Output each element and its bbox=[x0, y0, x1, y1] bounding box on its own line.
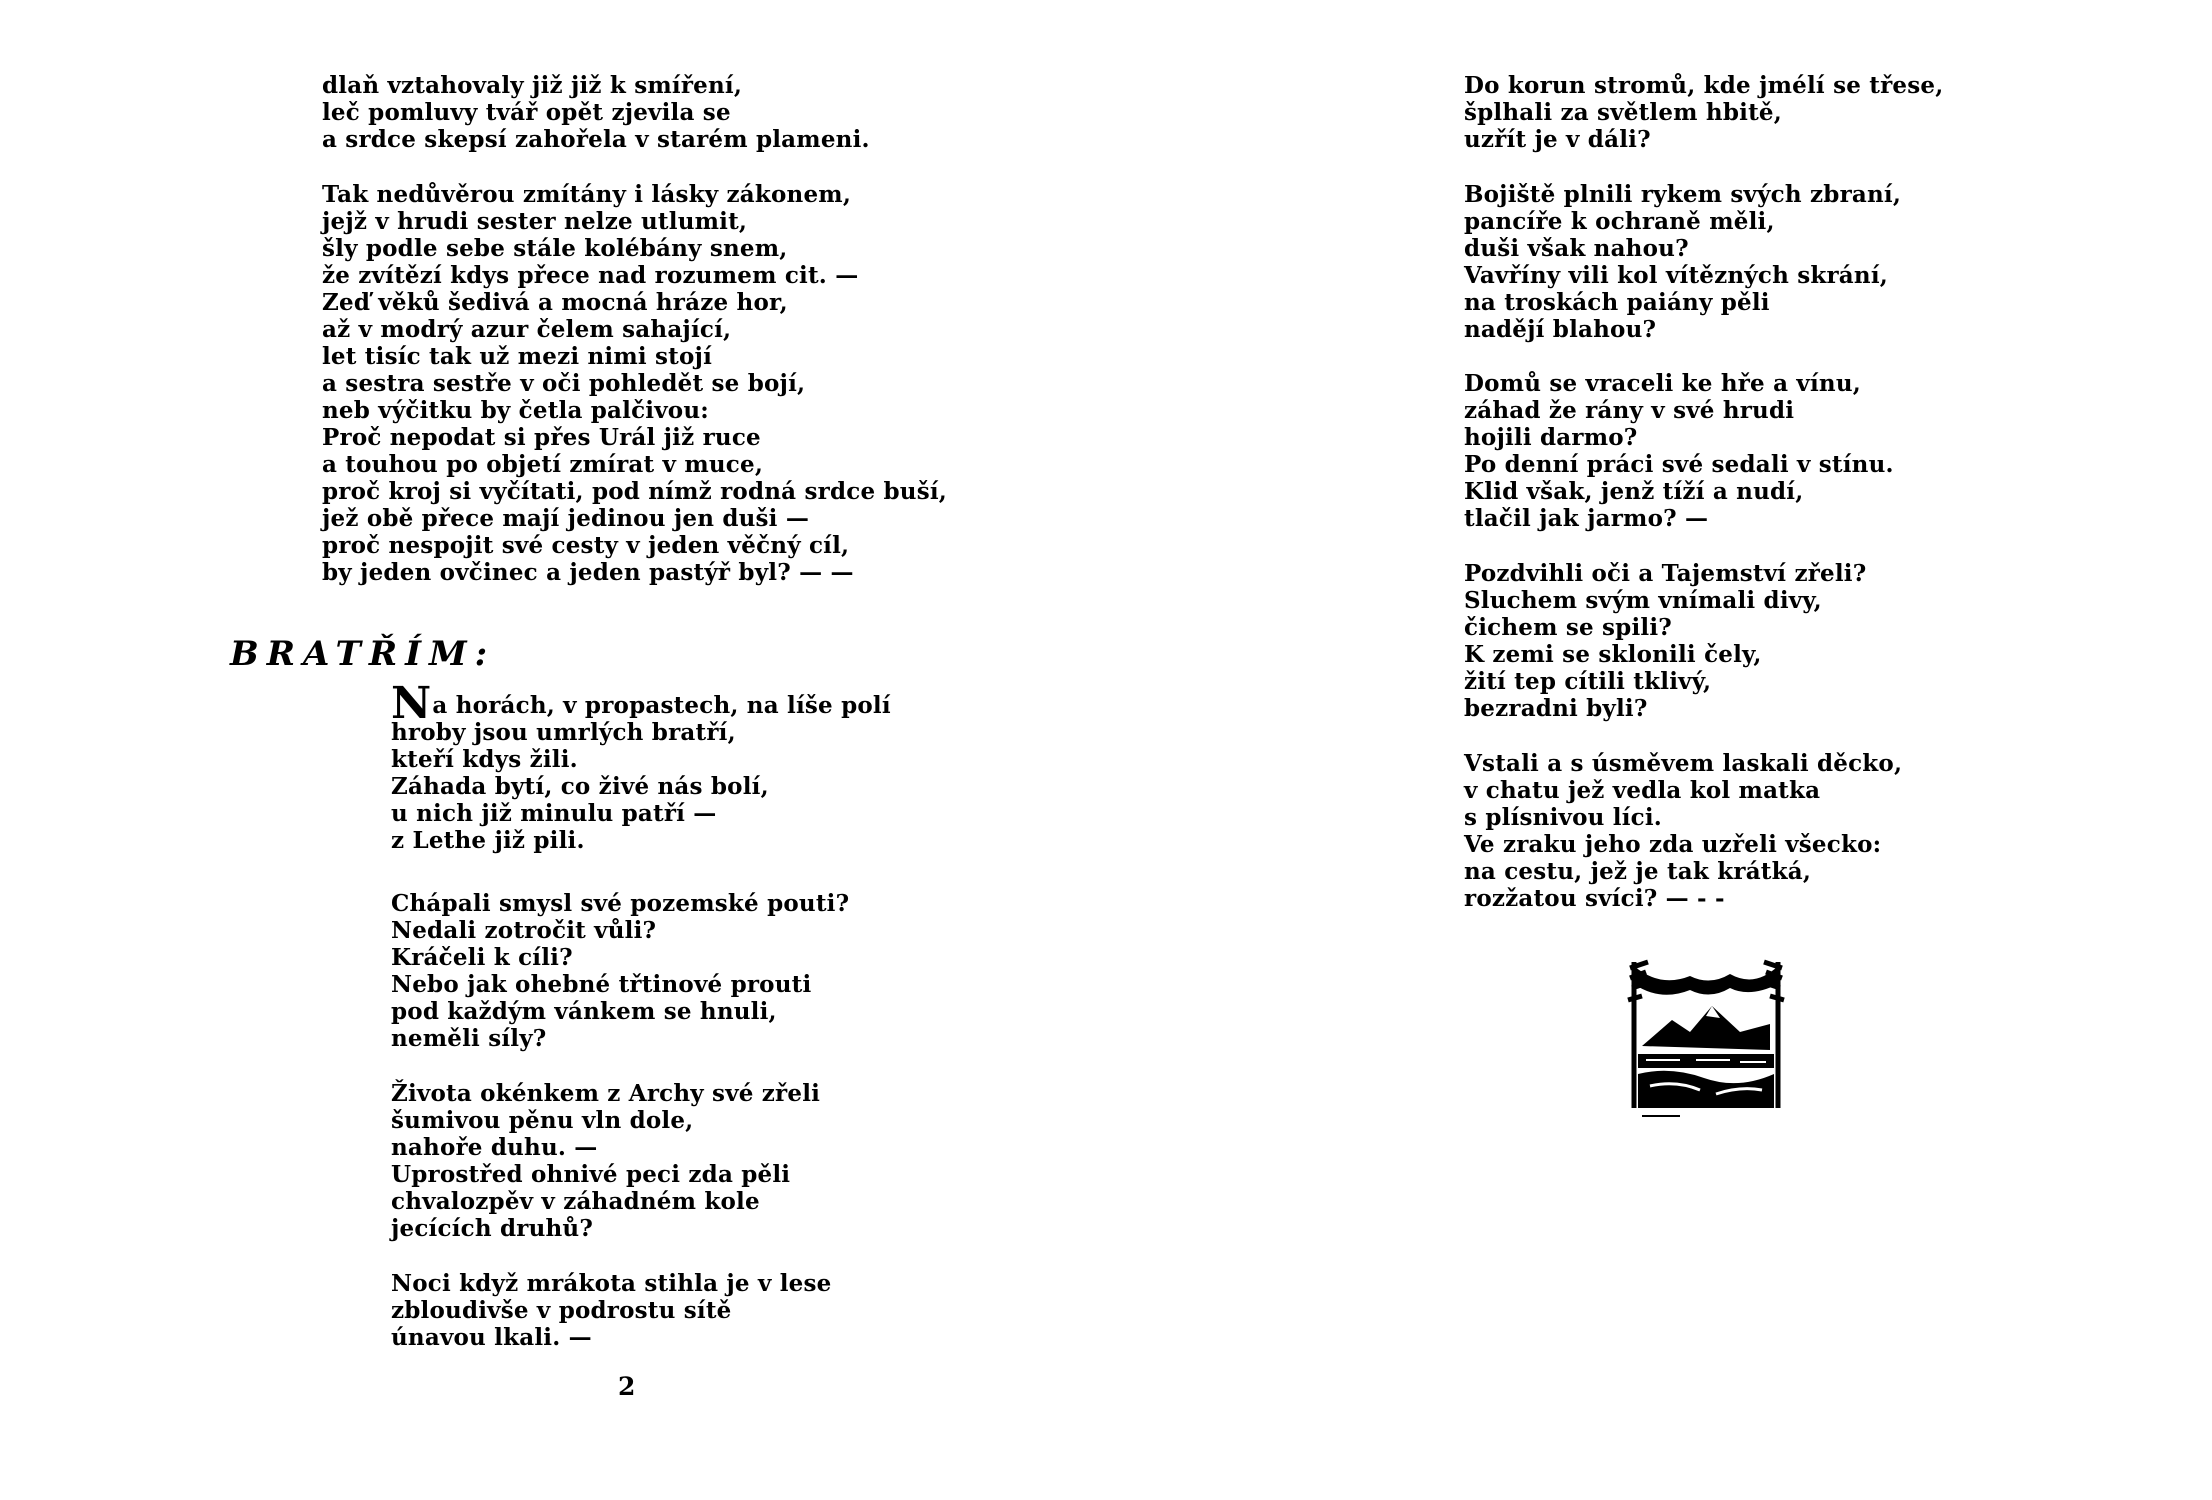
poem-line: u nich již minulu patří — bbox=[391, 800, 717, 827]
poem-line: Do korun stromů, kde jmélí se třese, bbox=[1464, 72, 1944, 99]
bratrim-stanza-1 bbox=[391, 678, 891, 854]
poem-line: čichem se spili? bbox=[1464, 614, 1672, 641]
poem-line: záhad že rány v své hrudi bbox=[1464, 397, 1795, 424]
right-stanza-3 bbox=[1464, 370, 1894, 532]
left-stanza-2 bbox=[322, 181, 947, 586]
bratrim-stanza-2 bbox=[391, 890, 849, 1052]
poem-line: uzřít je v dáli? bbox=[1464, 126, 1651, 153]
poem-line: Kráčeli k cíli? bbox=[391, 944, 573, 971]
poem-line: Života okénkem z Archy své zřeli bbox=[391, 1080, 821, 1107]
poem-line: leč pomluvy tvář opět zjevila se bbox=[322, 99, 731, 126]
poem-line: že zvítězí kdys přece nad rozumem cit. — bbox=[322, 262, 859, 289]
woodcut-landscape-vignette-icon bbox=[1620, 958, 1790, 1128]
poem-line: Proč nepodat si přes Urál již ruce bbox=[322, 424, 761, 451]
poem-line: kteří kdys žili. bbox=[391, 746, 578, 773]
poem-line: Záhada bytí, co živé nás bolí, bbox=[391, 773, 769, 800]
right-stanza-4 bbox=[1464, 560, 1866, 722]
poem-line: únavou lkali. — bbox=[391, 1324, 592, 1351]
poem-line: žití tep cítili tklivý, bbox=[1464, 668, 1712, 695]
drop-cap: N bbox=[391, 678, 432, 729]
poem-line: šumivou pěnu vln dole, bbox=[391, 1107, 694, 1134]
left-stanza-1 bbox=[322, 72, 870, 153]
right-page bbox=[1106, 0, 2212, 1500]
poem-line: proč kroj si vyčítati, pod nímž rodná srdce buší, bbox=[322, 478, 947, 505]
poem-line: a sestra sestře v oči pohledět se bojí, bbox=[322, 370, 806, 397]
poem-line: a touhou po objetí zmírat v muce, bbox=[322, 451, 764, 478]
poem-line: Uprostřed ohnivé peci zda pěli bbox=[391, 1161, 791, 1188]
poem-line: Nedali zotročit vůli? bbox=[391, 917, 657, 944]
poem-line: by jeden ovčinec a jeden pastýř byl? — — bbox=[322, 559, 854, 586]
poem-line: neb výčitku by četla palčivou: bbox=[322, 397, 709, 424]
section-heading: BRATŘÍM: bbox=[230, 634, 496, 674]
poem-line: Po denní práci své sedali v stínu. bbox=[1464, 451, 1894, 478]
poem-line: rozžatou svíci? — - - bbox=[1464, 885, 1725, 912]
poem-line: Chápali smysl své pozemské pouti? bbox=[391, 890, 850, 917]
right-stanza-5 bbox=[1464, 750, 1902, 912]
poem-line: Nebo jak ohebné třtinové prouti bbox=[391, 971, 812, 998]
poem-line: z Lethe již pili. bbox=[391, 827, 585, 854]
page-number: 2 bbox=[618, 1372, 636, 1401]
poem-line: chvalozpěv v záhadném kole bbox=[391, 1188, 760, 1215]
poem-line: Klid však, jenž tíží a nudí, bbox=[1464, 478, 1804, 505]
poem-line: jecících druhů? bbox=[391, 1215, 594, 1242]
poem-line: Sluchem svým vnímali divy, bbox=[1464, 587, 1822, 614]
poem-line: Zeď věků šedivá a mocná hráze hor, bbox=[322, 289, 788, 316]
poem-line: šly podle sebe stále kolébány snem, bbox=[322, 235, 788, 262]
poem-line: Bojiště plnili rykem svých zbraní, bbox=[1464, 181, 1902, 208]
right-stanza-2 bbox=[1464, 181, 1901, 343]
poem-line: duši však nahou? bbox=[1464, 235, 1689, 262]
poem-line: let tisíc tak už mezi nimi stojí bbox=[322, 343, 713, 370]
bratrim-stanza-4 bbox=[391, 1270, 832, 1351]
poem-line bbox=[391, 678, 891, 729]
poem-line: hroby jsou umrlých bratří, bbox=[391, 719, 736, 746]
poem-line: pod každým vánkem se hnuli, bbox=[391, 998, 777, 1025]
poem-line: Pozdvihli oči a Tajemství zřeli? bbox=[1464, 560, 1867, 587]
poem-line: Domů se vraceli ke hře a vínu, bbox=[1464, 370, 1861, 397]
poem-line: na cestu, jež je tak krátká, bbox=[1464, 858, 1812, 885]
poem-line: na troskách paiány pěli bbox=[1464, 289, 1770, 316]
poem-line: proč nespojit své cesty v jeden věčný cíl, bbox=[322, 532, 850, 559]
poem-line: pancíře k ochraně měli, bbox=[1464, 208, 1775, 235]
poem-line: s plísnivou líci. bbox=[1464, 804, 1662, 831]
poem-line: dlaň vztahovaly již již k smíření, bbox=[322, 72, 743, 99]
poem-line-text: a horách, v propastech, na líše polí bbox=[432, 692, 891, 719]
poem-line: jejž v hrudi sester nelze utlumit, bbox=[322, 208, 748, 235]
bratrim-stanza-3 bbox=[391, 1080, 820, 1242]
poem-line: jež obě přece mají jedinou jen duši — bbox=[322, 505, 810, 532]
poem-line: nahoře duhu. — bbox=[391, 1134, 598, 1161]
poem-line: Noci když mrákota stihla je v lese bbox=[391, 1270, 832, 1297]
poem-line: K zemi se sklonili čely, bbox=[1464, 641, 1762, 668]
poem-line: Ve zraku jeho zda uzřeli všecko: bbox=[1464, 831, 1882, 858]
right-stanza-1 bbox=[1464, 72, 1943, 153]
poem-line: v chatu jež vedla kol matka bbox=[1464, 777, 1821, 804]
poem-line: šplhali za světlem hbitě, bbox=[1464, 99, 1782, 126]
poem-line: zbloudivše v podrostu sítě bbox=[391, 1297, 732, 1324]
poem-line: hojili darmo? bbox=[1464, 424, 1638, 451]
poem-line: neměli síly? bbox=[391, 1025, 547, 1052]
poem-line: tlačil jak jarmo? — bbox=[1464, 505, 1709, 532]
poem-line: Vavříny vili kol vítězných skrání, bbox=[1464, 262, 1888, 289]
poem-line: Tak nedůvěrou zmítány i lásky zákonem, bbox=[322, 181, 852, 208]
poem-line: a srdce skepsí zahořela v starém plameni. bbox=[322, 126, 870, 153]
poem-line: až v modrý azur čelem sahající, bbox=[322, 316, 732, 343]
poem-line: nadějí blahou? bbox=[1464, 316, 1657, 343]
poem-line: bezradni byli? bbox=[1464, 695, 1648, 722]
poem-line: Vstali a s úsměvem laskali děcko, bbox=[1464, 750, 1903, 777]
